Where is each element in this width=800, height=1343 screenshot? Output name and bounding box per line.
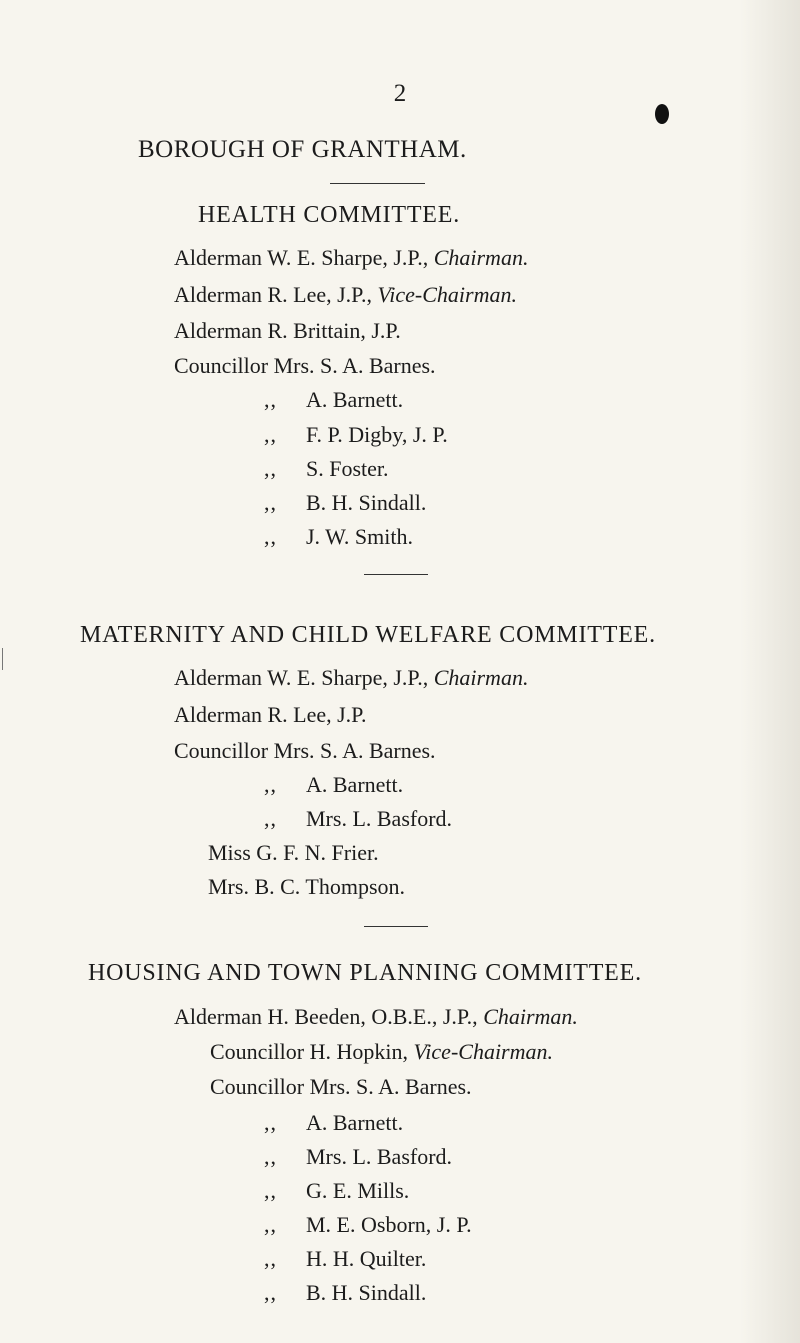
ditto-mark: ,, — [264, 1246, 277, 1271]
section-rule — [330, 183, 425, 184]
member-name: A. Barnett. — [306, 1110, 404, 1135]
member-name: F. P. Digby, J. P. — [306, 422, 448, 447]
health-member — [174, 317, 401, 345]
member-name: J. W. Smith. — [306, 524, 413, 549]
health-ditto-member — [264, 455, 389, 483]
member-name: Alderman W. E. Sharpe, J.P., — [174, 665, 434, 690]
section-rule — [364, 926, 428, 927]
ditto-mark: ,, — [264, 772, 277, 797]
member-name: B. H. Sindall. — [306, 490, 427, 515]
member-role: Vice-Chairman. — [377, 282, 517, 307]
ditto-mark: ,, — [264, 422, 277, 447]
ditto-mark: ,, — [264, 806, 277, 831]
health-committee-title: HEALTH COMMITTEE. — [198, 202, 461, 228]
member-name: Mrs. L. Basford. — [306, 806, 453, 831]
member-name: Councillor Mrs. S. A. Barnes. — [174, 738, 436, 763]
member-name: G. E. Mills. — [306, 1178, 410, 1203]
housing-member-vice-chairman — [210, 1038, 553, 1066]
housing-ditto-member — [264, 1109, 403, 1137]
page-tear-mark — [2, 648, 3, 670]
member-name: Alderman R. Brittain, J.P. — [174, 318, 401, 343]
housing-committee-title: HOUSING AND TOWN PLANNING COMMITTEE. — [88, 960, 642, 986]
maternity-ditto-member — [264, 805, 452, 833]
page-number: 2 — [393, 80, 407, 107]
maternity-member — [174, 701, 366, 729]
housing-ditto-member — [264, 1143, 452, 1171]
ditto-mark: ,, — [264, 456, 277, 481]
ditto-mark: ,, — [264, 1178, 277, 1203]
ditto-mark: ,, — [264, 1144, 277, 1169]
member-name: M. E. Osborn, J. P. — [306, 1212, 472, 1237]
ditto-mark: ,, — [264, 490, 277, 515]
maternity-member — [208, 873, 405, 901]
member-name: Councillor Mrs. S. A. Barnes. — [174, 353, 436, 378]
maternity-member-chairman — [174, 664, 528, 692]
member-name: Alderman R. Lee, J.P. — [174, 702, 367, 727]
page-title: BOROUGH OF GRANTHAM. — [138, 136, 467, 163]
housing-ditto-member — [264, 1177, 409, 1205]
member-name: H. H. Quilter. — [306, 1246, 427, 1271]
housing-ditto-member — [264, 1211, 472, 1239]
member-name: Councillor Mrs. S. A. Barnes. — [210, 1074, 472, 1099]
member-name: Councillor H. Hopkin, — [210, 1039, 414, 1064]
member-role: Chairman. — [483, 1004, 578, 1029]
housing-ditto-member — [264, 1245, 426, 1273]
member-name: Miss G. F. N. Frier. — [208, 840, 379, 865]
member-role: Vice-Chairman. — [413, 1039, 554, 1064]
member-name: B. H. Sindall. — [306, 1280, 427, 1305]
member-name: A. Barnett. — [306, 387, 404, 412]
maternity-committee-title: MATERNITY AND CHILD WELFARE COMMITTEE. — [80, 622, 656, 648]
member-name: Mrs. L. Basford. — [306, 1144, 453, 1169]
health-ditto-member — [264, 523, 413, 551]
maternity-ditto-member — [264, 771, 403, 799]
member-name: S. Foster. — [306, 456, 389, 481]
member-role: Chairman. — [433, 245, 529, 270]
member-role: Chairman. — [433, 665, 529, 690]
ditto-mark: ,, — [264, 1212, 277, 1237]
housing-ditto-member — [264, 1279, 426, 1307]
member-name: Alderman W. E. Sharpe, J.P., — [174, 245, 434, 270]
maternity-member — [174, 737, 436, 765]
member-name: Alderman R. Lee, J.P., — [174, 282, 378, 307]
housing-member — [210, 1073, 472, 1101]
ditto-mark: ,, — [264, 387, 277, 412]
member-name: A. Barnett. — [306, 772, 404, 797]
health-ditto-member — [264, 421, 448, 449]
health-member — [174, 352, 436, 380]
health-ditto-member — [264, 386, 403, 414]
ditto-mark: ,, — [264, 524, 277, 549]
member-name: Alderman H. Beeden, O.B.E., J.P., — [174, 1004, 484, 1029]
health-member-vice-chairman — [174, 281, 517, 309]
member-name: Mrs. B. C. Thompson. — [208, 874, 406, 899]
section-rule — [364, 574, 428, 575]
maternity-member — [208, 839, 379, 867]
ditto-mark: ,, — [264, 1280, 277, 1305]
ink-blot — [655, 104, 669, 124]
ditto-mark: ,, — [264, 1110, 277, 1135]
health-member-chairman — [174, 244, 528, 272]
housing-member-chairman — [174, 1003, 578, 1031]
page-edge-shadow — [740, 0, 800, 1343]
health-ditto-member — [264, 489, 426, 517]
